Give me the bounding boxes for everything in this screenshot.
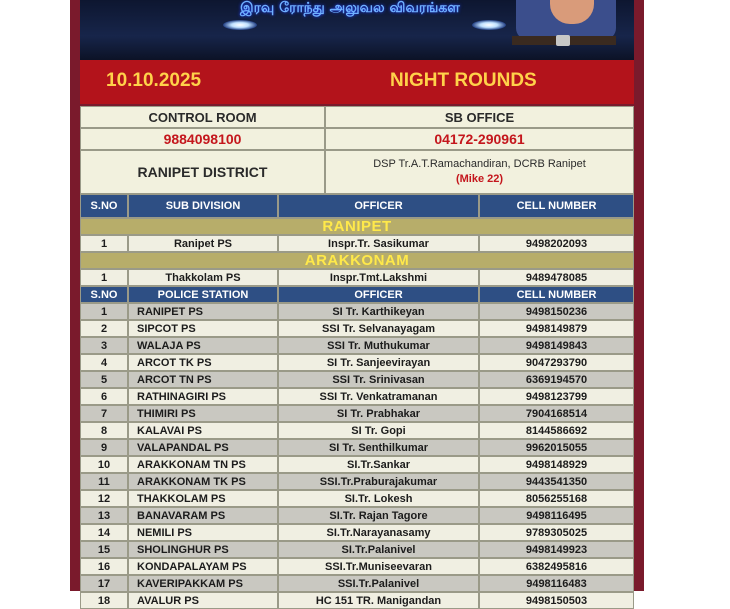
station-row-cell: SI.Tr.Palanivel xyxy=(278,541,479,558)
station-row-cell: 8 xyxy=(80,422,128,439)
banner xyxy=(80,0,634,60)
station-row-cell: 9498149879 xyxy=(479,320,634,337)
station-row-cell: SI.Tr.Narayanasamy xyxy=(278,524,479,541)
station-row-cell: BANAVARAM PS xyxy=(128,507,278,524)
headlight-left-icon xyxy=(223,20,257,30)
station-row-cell: 9498149923 xyxy=(479,541,634,558)
station-row-cell: 9498150236 xyxy=(479,303,634,320)
subdivision-cell: Inspr.Tmt.Lakshmi xyxy=(278,269,479,286)
station-row-cell: HC 151 TR. Manigandan xyxy=(278,592,479,609)
col-header-sno: S.NO xyxy=(80,286,128,303)
col-header-officer: OFFICER xyxy=(278,286,479,303)
station-row-cell: 16 xyxy=(80,558,128,575)
subdivision-cell: 9489478085 xyxy=(479,269,634,286)
station-row-cell: SI Tr. Sanjeevirayan xyxy=(278,354,479,371)
station-row-cell: ARCOT TN PS xyxy=(128,371,278,388)
station-row-cell: KALAVAI PS xyxy=(128,422,278,439)
report-title: NIGHT ROUNDS xyxy=(390,70,537,91)
station-row-cell: 10 xyxy=(80,456,128,473)
col-header-police-station: POLICE STATION xyxy=(128,286,278,303)
subdivision-cell: 1 xyxy=(80,269,128,286)
station-row-cell: 9 xyxy=(80,439,128,456)
station-row-cell: 12 xyxy=(80,490,128,507)
station-row-cell: 6382495816 xyxy=(479,558,634,575)
col-header-sno: S.NO xyxy=(80,194,128,218)
station-row-cell: SI Tr. Gopi xyxy=(278,422,479,439)
station-row-cell: 4 xyxy=(80,354,128,371)
subdivision-cell: Thakkolam PS xyxy=(128,269,278,286)
station-row-cell: 9498123799 xyxy=(479,388,634,405)
station-row-cell: 11 xyxy=(80,473,128,490)
station-row-cell: SIPCOT PS xyxy=(128,320,278,337)
station-row-cell: 9962015055 xyxy=(479,439,634,456)
station-row-cell: SSI.Tr.Praburajakumar xyxy=(278,473,479,490)
station-row-cell: 18 xyxy=(80,592,128,609)
dsp-callsign: (Mike 22) xyxy=(455,173,504,185)
dsp-info xyxy=(325,150,634,194)
subdivision-cell: 9498202093 xyxy=(479,235,634,252)
station-row-cell: AVALUR PS xyxy=(128,592,278,609)
subdivision-cell: Ranipet PS xyxy=(128,235,278,252)
section-title: RANIPET xyxy=(80,218,634,235)
night-rounds-poster xyxy=(70,0,644,607)
station-row-cell: SI Tr. Senthilkumar xyxy=(278,439,479,456)
col-header-cell-number: CELL NUMBER xyxy=(479,194,634,218)
col-header-officer: OFFICER xyxy=(278,194,479,218)
station-row-cell: 3 xyxy=(80,337,128,354)
district-name: RANIPET DISTRICT xyxy=(80,150,325,194)
station-row-cell: VALAPANDAL PS xyxy=(128,439,278,456)
subdivision-cell: 1 xyxy=(80,235,128,252)
station-row-cell: 7 xyxy=(80,405,128,422)
title-band xyxy=(80,60,634,104)
sb-office-label: SB OFFICE xyxy=(325,106,634,128)
station-row-cell: 5 xyxy=(80,371,128,388)
station-row-cell: SSI Tr. Srinivasan xyxy=(278,371,479,388)
dsp-officer: DSP Tr.A.T.Ramachandiran, DCRB Ranipet xyxy=(373,158,586,170)
station-row-cell: ARAKKONAM TK PS xyxy=(128,473,278,490)
station-row-cell: THAKKOLAM PS xyxy=(128,490,278,507)
station-row-cell: 6369194570 xyxy=(479,371,634,388)
station-row-cell: 2 xyxy=(80,320,128,337)
station-row-cell: SSI Tr. Muthukumar xyxy=(278,337,479,354)
banner-title: இரவு ரோந்து அலுவல விவரங்கள xyxy=(240,0,460,16)
station-row-cell: SI Tr. Karthikeyan xyxy=(278,303,479,320)
police-officer-illustration xyxy=(506,0,616,60)
station-row-cell: 9498116483 xyxy=(479,575,634,592)
headlight-right-icon xyxy=(472,20,506,30)
station-row-cell: 15 xyxy=(80,541,128,558)
station-row-cell: 9443541350 xyxy=(479,473,634,490)
station-row-cell: ARCOT TK PS xyxy=(128,354,278,371)
subdivision-cell: Inspr.Tr. Sasikumar xyxy=(278,235,479,252)
station-row-cell: WALAJA PS xyxy=(128,337,278,354)
station-row-cell: 1 xyxy=(80,303,128,320)
station-row-cell: SHOLINGHUR PS xyxy=(128,541,278,558)
station-row-cell: SI.Tr.Sankar xyxy=(278,456,479,473)
station-row-cell: 13 xyxy=(80,507,128,524)
station-row-cell: ARAKKONAM TN PS xyxy=(128,456,278,473)
station-row-cell: 9789305025 xyxy=(479,524,634,541)
station-row-cell: 8056255168 xyxy=(479,490,634,507)
sb-office-number: 04172-290961 xyxy=(325,128,634,150)
col-header-sub-division: SUB DIVISION xyxy=(128,194,278,218)
station-row-cell: 17 xyxy=(80,575,128,592)
station-row-cell: NEMILI PS xyxy=(128,524,278,541)
station-row-cell: THIMIRI PS xyxy=(128,405,278,422)
station-row-cell: SI.Tr. Rajan Tagore xyxy=(278,507,479,524)
station-row-cell: 9498150503 xyxy=(479,592,634,609)
control-room-number: 9884098100 xyxy=(80,128,325,150)
station-row-cell: 9498149843 xyxy=(479,337,634,354)
col-header-cell-number: CELL NUMBER xyxy=(479,286,634,303)
station-row-cell: SSI.Tr.Palanivel xyxy=(278,575,479,592)
station-row-cell: SSI Tr. Venkatramanan xyxy=(278,388,479,405)
station-row-cell: 9498116495 xyxy=(479,507,634,524)
station-row-cell: KAVERIPAKKAM PS xyxy=(128,575,278,592)
station-row-cell: 8144586692 xyxy=(479,422,634,439)
station-row-cell: SSI.Tr.Muniseevaran xyxy=(278,558,479,575)
station-row-cell: 6 xyxy=(80,388,128,405)
station-row-cell: SI Tr. Prabhakar xyxy=(278,405,479,422)
station-row-cell: KONDAPALAYAM PS xyxy=(128,558,278,575)
station-row-cell: 9498148929 xyxy=(479,456,634,473)
station-row-cell: RANIPET PS xyxy=(128,303,278,320)
report-date: 10.10.2025 xyxy=(106,70,202,91)
station-row-cell: SI.Tr. Lokesh xyxy=(278,490,479,507)
station-row-cell: 14 xyxy=(80,524,128,541)
station-row-cell: 7904168514 xyxy=(479,405,634,422)
section-title: ARAKKONAM xyxy=(80,252,634,269)
station-row-cell: RATHINAGIRI PS xyxy=(128,388,278,405)
station-row-cell: 9047293790 xyxy=(479,354,634,371)
control-room-label: CONTROL ROOM xyxy=(80,106,325,128)
station-row-cell: SSI Tr. Selvanayagam xyxy=(278,320,479,337)
